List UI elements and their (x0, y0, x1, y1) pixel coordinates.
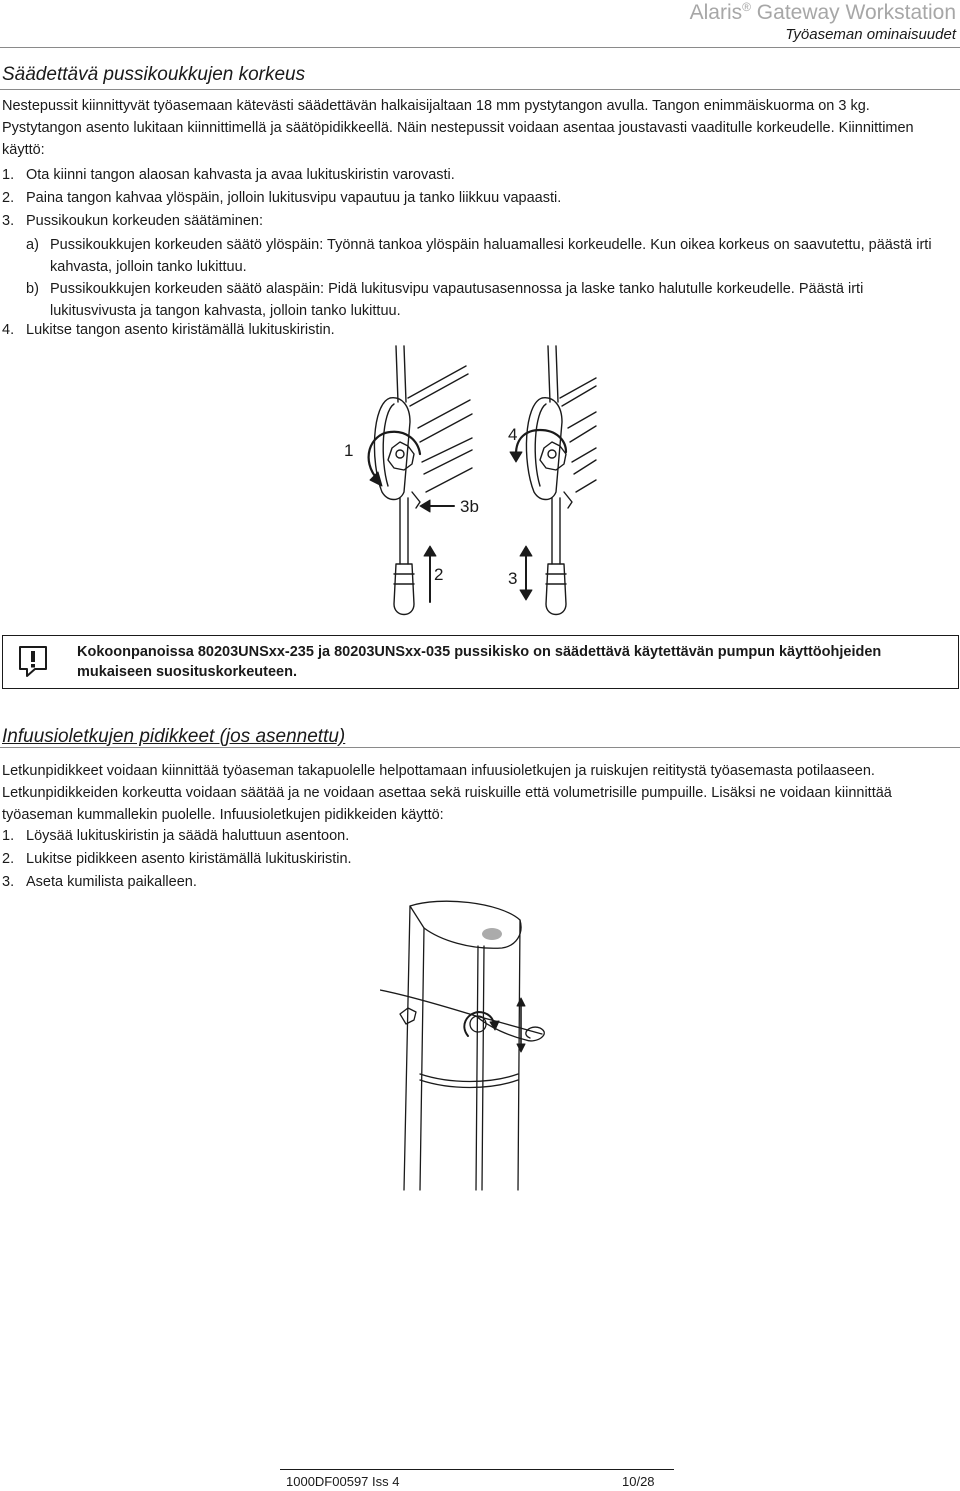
substep-text: Pussikoukkujen korkeuden säätö alaspäin: Pidä lukitusvipu vapautusasennossa ja laske tanko halutulle korkeudelle. Päästä irti lukitusvivusta ja tangon kahvasta, jolloin tanko lukittuu. (50, 281, 864, 319)
line-holder-figure (380, 898, 560, 1198)
step-text: Aseta kumilista paikalleen. (26, 874, 197, 890)
right-clamp-assembly (510, 346, 596, 615)
step-text: Paina tangon kahvaa ylöspäin, jolloin lukitusvipu vapautuu ja tanko liikkuu vapaasti. (26, 190, 562, 206)
section2-intro: Letkunpidikkeet voidaan kiinnittää työaseman takapuolelle helpottamaan infuusioletkujen ja ruiskujen reititystä työasemasta potilaaseen. Letkunpidikkeiden korkeutta voidaan säätää ja ne voidaan asettaa sekä ruiskuille että volumetrisille pumpuille. Lisäksi ne voidaan kiinnittää työaseman kummallekin puolelle. Infuusioletkujen pidikkeiden käyttö: (2, 763, 892, 823)
step-number: 1. (2, 828, 15, 844)
step-text: Ota kiinni tangon alaosan kahvasta ja avaa lukituskiristin varovasti. (26, 167, 455, 183)
figure-label-4: 4 (508, 425, 518, 444)
substep-label: a) (26, 237, 39, 253)
warning-notice (2, 635, 959, 689)
document-product-title (690, 0, 956, 25)
warning-exclamation-icon (17, 644, 49, 678)
document-id: 1000DF00597 Iss 4 (286, 1474, 400, 1489)
section1-intro: Nestepussit kiinnittyvät työasemaan kätevästi säädettävän halkaisijaltaan 18 mm pystytangon avulla. Tangon enimmäiskuorma on 3 kg. Pystytangon asento lukitaan kiinnittimellä ja säätöpidikkeellä. Näin nestepussit voidaan asentaa joustavasti vaaditulle korkeudelle. Kiinnittimen käyttö: (2, 98, 914, 158)
left-clamp-assembly (369, 346, 472, 615)
bag-pole-clamp-figure (330, 342, 600, 624)
figure-label-3: 3 (508, 569, 518, 588)
step-text: Lukitse tangon asento kiristämällä lukituskiristin. (26, 322, 335, 338)
step-number: 1. (2, 167, 15, 183)
figure-label-1: 1 (344, 441, 354, 460)
step-number: 2. (2, 851, 15, 867)
step-text: Löysää lukituskiristin ja säädä haluttuun asentoon. (26, 828, 350, 844)
substep-label: b) (26, 281, 39, 297)
header-divider (0, 47, 960, 48)
registered-mark: ® (742, 0, 751, 14)
step-number: 2. (2, 190, 15, 206)
document-subtitle: Työaseman ominaisuudet (785, 26, 956, 43)
substep-text: Pussikoukkujen korkeuden säätö ylöspäin: Työnnä tankoa ylöspäin haluamallesi korkeudelle. Kun oikea korkeus on saavutettu, päästä irti kahvasta, jolloin tanko lukittuu. (50, 237, 932, 275)
figure-label-3b: 3b (460, 497, 479, 516)
figure-label-2: 2 (434, 565, 444, 584)
step-number: 4. (2, 322, 15, 338)
section-divider (0, 89, 960, 90)
section-title-infusion-line-holders: Infuusioletkujen pidikkeet (jos asennettu) (2, 726, 346, 747)
product-name: Alaris (689, 1, 743, 24)
step-text: Lukitse pidikkeen asento kiristämällä lukituskiristin. (26, 851, 352, 867)
section-divider (0, 747, 960, 748)
section-title-bag-hook-height: Säädettävä pussikoukkujen korkeus (2, 64, 306, 85)
warning-text: Kokoonpanoissa 80203UNSxx-235 ja 80203UNSxx-035 pussikisko on säädettävä käytettävän pumpun käyttöohjeiden mukaiseen suosituskorkeuteen. (77, 644, 882, 680)
page-number: 10/28 (622, 1474, 655, 1489)
product-name-rest: Gateway Workstation (750, 1, 956, 24)
step-text: Pussikoukun korkeuden säätäminen: (26, 213, 263, 229)
step-number: 3. (2, 874, 15, 890)
footer-divider (280, 1469, 674, 1470)
step-number: 3. (2, 213, 15, 229)
